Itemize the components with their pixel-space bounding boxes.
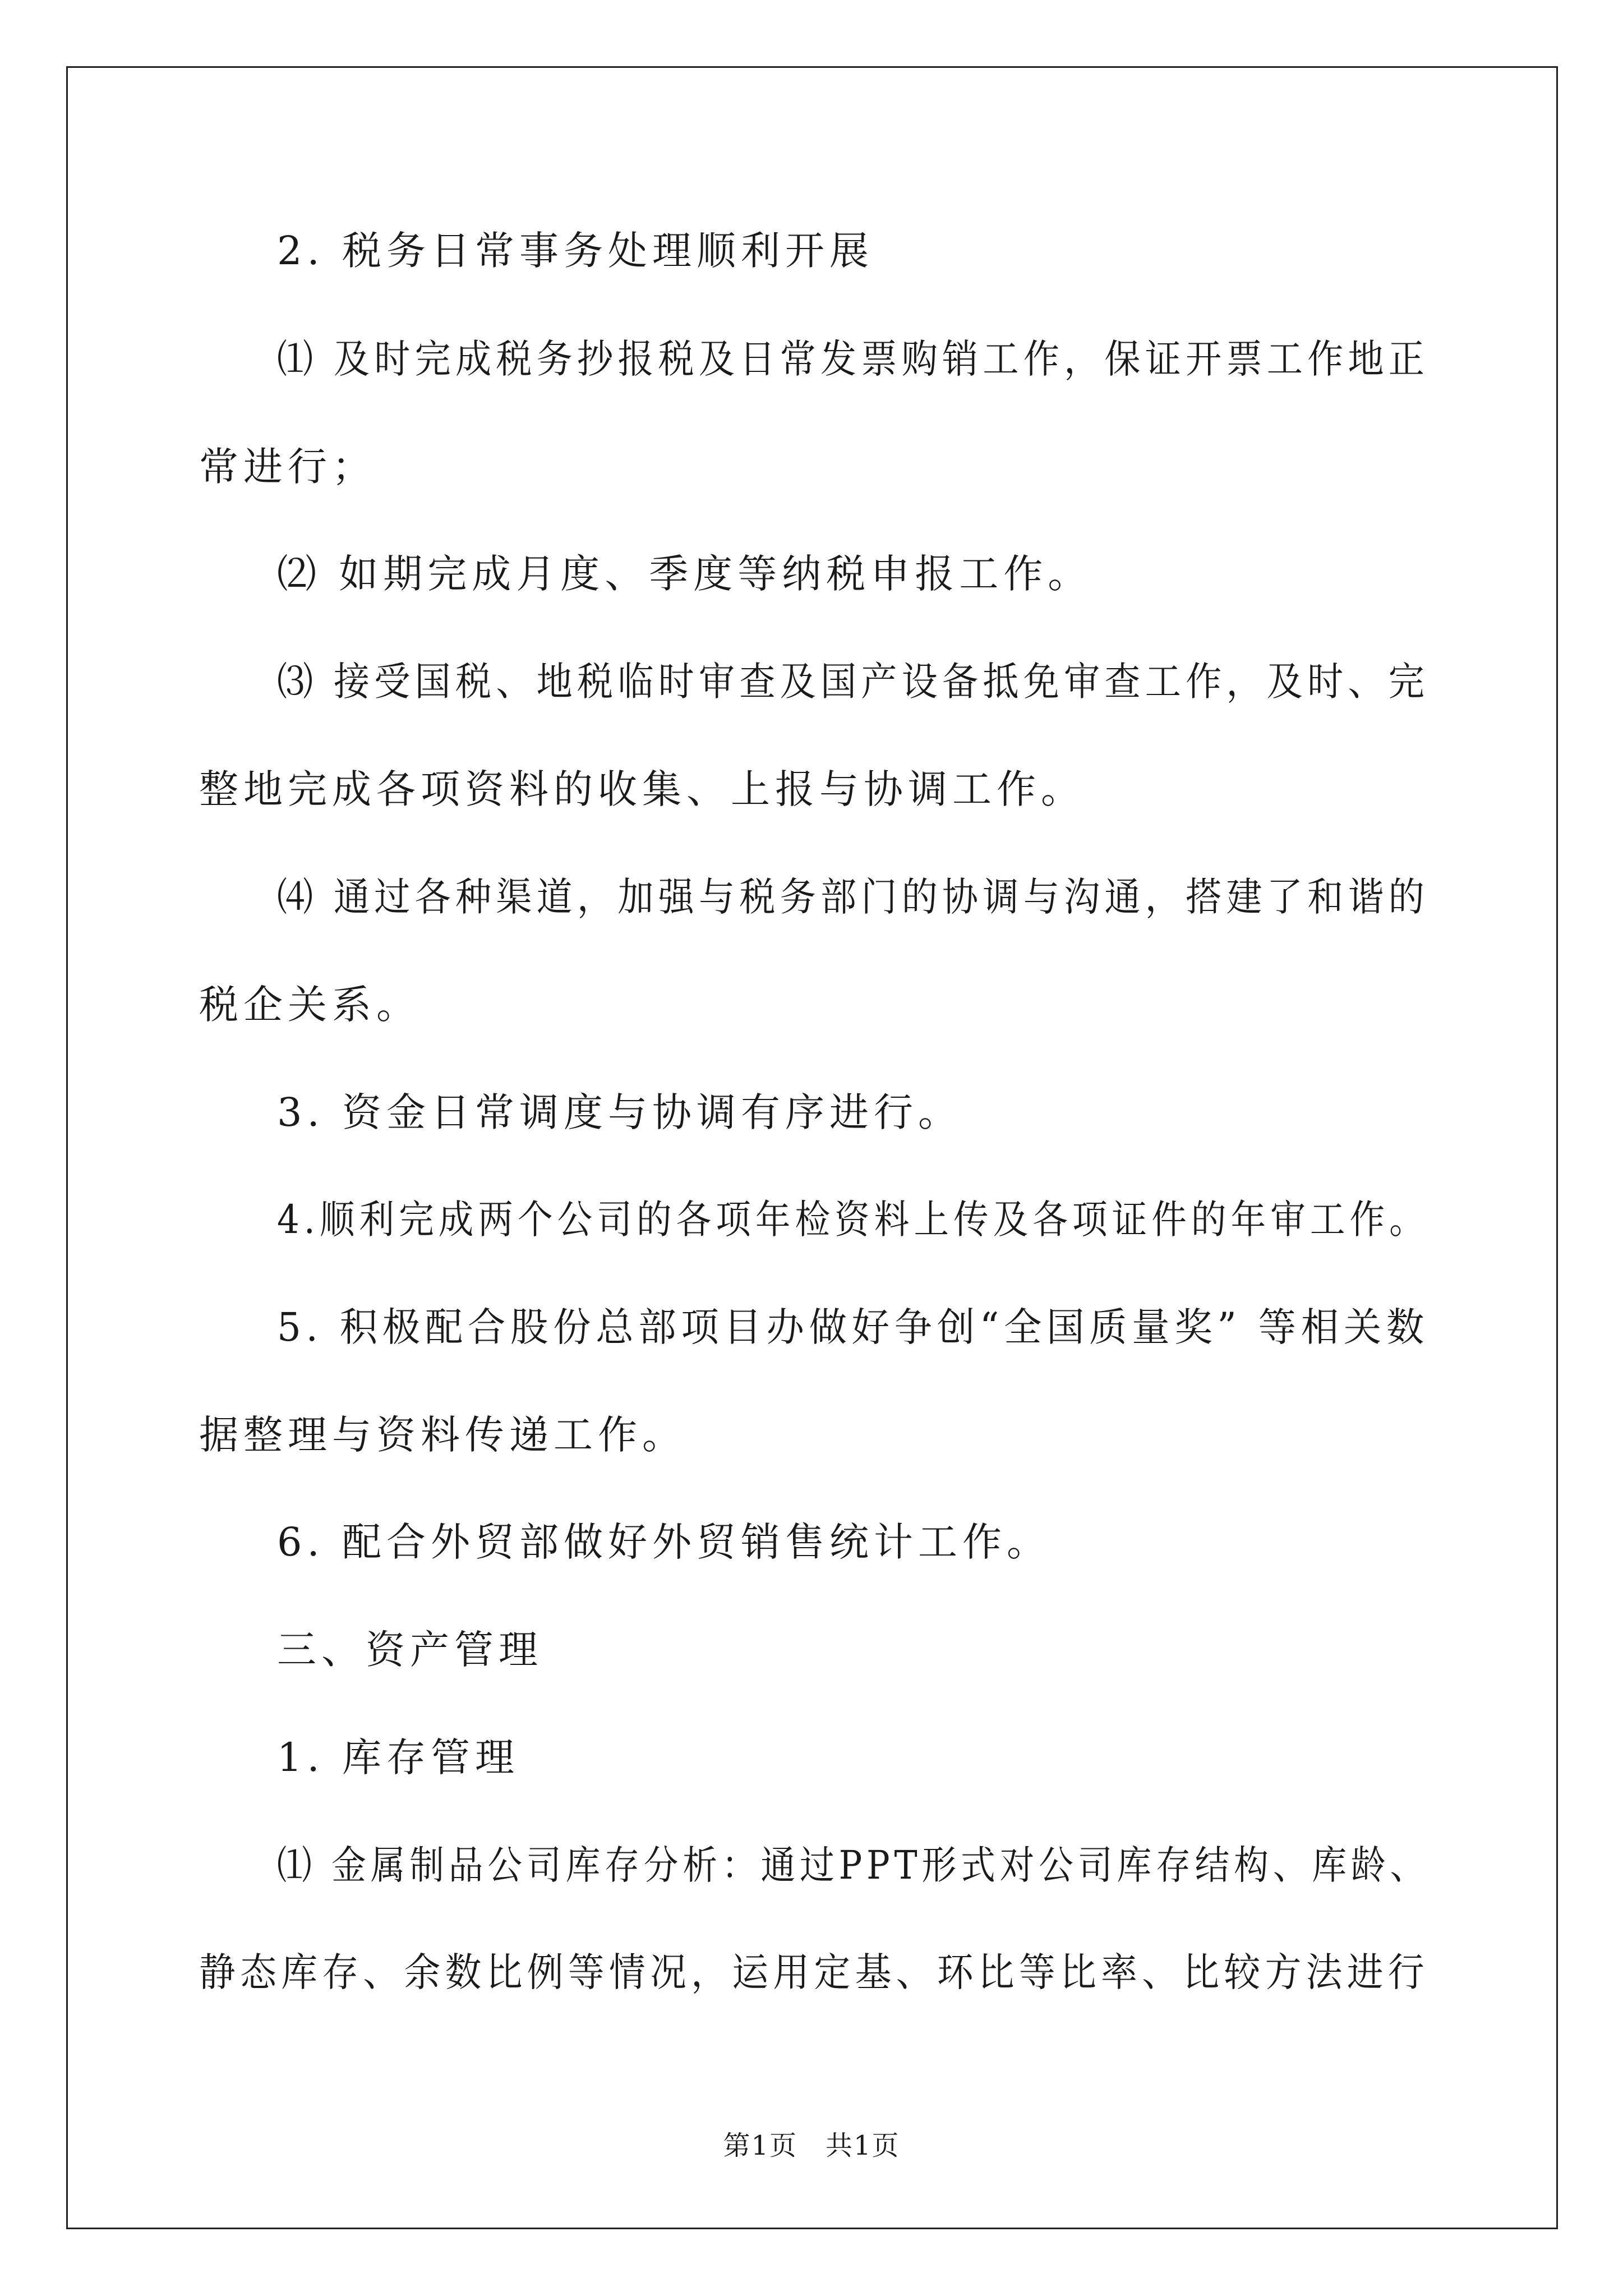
paragraph-line: 静态库存、余数比例等情况，运用定基、环比等比率、比较方法进行 [199, 1949, 1429, 1995]
paragraph-line: 整地完成各项资料的收集、上报与协调工作。 [199, 766, 1085, 812]
paragraph-line: ⑵ 如期完成月度、季度等纳税申报工作。 [277, 551, 1092, 597]
heading-quality-award: 5. 积极配合股份总部项目办做好争创“全国质量奖” 等相关数 [277, 1304, 1429, 1350]
section-title-asset-management: 三、资产管理 [277, 1627, 543, 1673]
page-border [66, 66, 1558, 2229]
paragraph-line: 据整理与资料传递工作。 [199, 1412, 686, 1458]
paragraph-line: ⑴ 金属制品公司库存分析：通过PPT形式对公司库存结构、库龄、 [277, 1842, 1430, 1888]
page-footer: 第1页 共1页 [723, 2130, 900, 2161]
heading-foreign-trade: 6. 配合外贸部做好外贸销售统计工作。 [277, 1519, 1052, 1565]
paragraph-line: 常进行； [199, 444, 376, 490]
paragraph-line: 税企关系。 [199, 982, 421, 1028]
heading-funds: 3. 资金日常调度与协调有序进行。 [277, 1089, 963, 1135]
paragraph-line: ⑶ 接受国税、地税临时审查及国产设备抵免审查工作，及时、完 [277, 659, 1430, 705]
heading-inventory: 1. 库存管理 [277, 1734, 520, 1780]
heading-tax-affairs: 2. 税务日常事务处理顺利开展 [277, 228, 874, 274]
paragraph-line: ⑴ 及时完成税务抄报税及日常发票购销工作，保证开票工作地正 [277, 336, 1430, 382]
paragraph-line: ⑷ 通过各种渠道，加强与税务部门的协调与沟通，搭建了和谐的 [277, 874, 1430, 920]
heading-annual-inspection: 4.顺利完成两个公司的各项年检资料上传及各项证件的年审工作。 [277, 1197, 1429, 1243]
